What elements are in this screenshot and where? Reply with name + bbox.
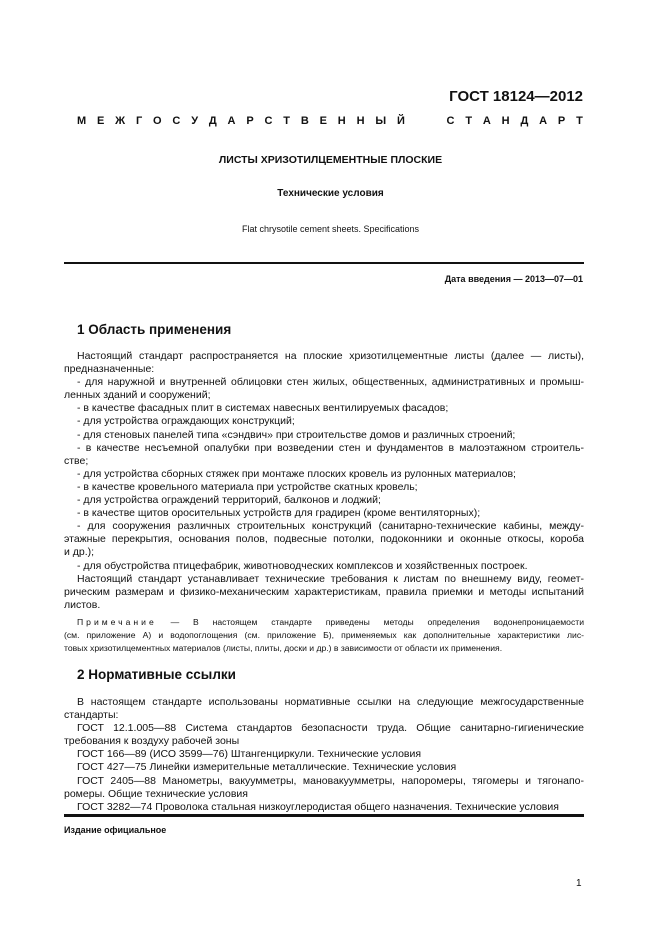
text-line: Настоящий стандарт устанавливает технические требования к листам по внешнему виду, геомет- [77,572,584,585]
heading-letter: Р [557,115,566,127]
footer-divider [64,814,584,817]
heading-letter: М [77,115,87,127]
heading-letter: Н [356,115,365,127]
heading-letter: Т [465,115,473,127]
section-2-body [64,696,584,814]
section-1-body [64,350,584,612]
heading-letter: Ы [375,115,387,127]
heading-letter: Т [576,115,583,127]
heading-letter: Й [396,115,405,127]
date-of-introduction: Дата введения — 2013—07—01 [444,274,583,284]
text-line: листов. [64,598,101,611]
note-label: Примечание [77,617,157,627]
text-line: стве; [64,454,89,467]
text-line: - в качестве фасадных плит в системах навесных вентилируемых фасадов; [77,402,449,415]
heading-letter [416,115,436,127]
heading-letter: В [300,115,309,127]
text-line: стандарты: [64,709,119,722]
heading-letter: У [191,115,199,127]
text-line: рическим размерам и физико-механическим характеристикам, правила приемки и методы испытаний [64,585,584,598]
text-line: и др.); [64,546,95,559]
section-1-note [64,616,584,655]
heading-letter: Д [208,115,217,127]
document-subtitle: Технические условия [277,188,384,199]
text-line: Настоящий стандарт распространяется на плоские хризотилцементные листы (далее — листы), [77,350,584,362]
section-1-heading: 1 Область применения [77,322,232,337]
text-line: - в качестве кровельного материала при устройстве скатных кровель; [77,480,418,493]
heading-letter: Р [246,115,254,127]
text-line: ГОСТ 2405—88 Манометры, вакуумметры, мановакуумметры, напоромеры, тягомеры и тягонапо- [77,774,584,787]
text-line: - для стеновых панелей типа «сэндвич» при строительстве домов и различных строений; [77,428,516,441]
text-line: - для сооружения различных строительных конструкций (санитарно-технические кабины, между- [77,520,584,533]
heading-letter: Н [501,115,510,127]
text-line: предназначенные: [64,363,155,376]
heading-letter: С [264,115,273,127]
heading-letter: С [446,115,455,127]
note-line: (см. приложение А) и водопоглощения (см. приложение Б), применяемых как дополнительные характеристики лис- [64,630,584,640]
heading-letter: Е [97,115,105,127]
heading-letter: Д [520,115,529,127]
heading-letter: Т [283,115,291,127]
heading-letter: Е [319,115,327,127]
heading-letter: А [482,115,491,127]
text-line: - для наружной и внутренней облицовки стен жилых, общественных, административных и промыш- [77,376,584,389]
text-line: - в качестве щитов оросительных устройств для градирен (кроме вентиляторных); [77,507,481,520]
text-line: - для обустройства птицефабрик, животноводческих комплексов и хозяйственных построек. [77,559,528,572]
heading-letter: А [227,115,236,127]
text-line: - для устройства ограждающих конструкций; [77,415,295,428]
text-line: - для устройства сборных стяжек при монтаже плоских кровель из рулонных материалов; [77,467,516,480]
note-line: товых хризотилцементных материалов (листы, плиты, доски и др.) в зависимости от области их применения. [64,643,503,653]
page-number: 1 [576,878,582,889]
text-line: ГОСТ 427—75 Линейки измерительные металлические. Технические условия [77,761,457,774]
text-line: этажные перекрытия, основания полов, подвесные потолки, подоконники и оконные откосы, короба [64,533,584,546]
heading-letter: С [172,115,181,127]
english-title: Flat chrysotile cement sheets. Specifications [241,224,420,234]
heading-letter: Г [135,115,143,127]
text-line: ГОСТ 166—89 (ИСО 3599—76) Штангенциркули. Технические условия [77,748,422,761]
official-edition-label: Издание официальное [64,825,167,835]
divider [64,262,584,264]
heading-letter: Ж [115,115,126,127]
text-line: ГОСТ 12.1.005—88 Система стандартов безопасности труда. Общие санитарно-гигиенические [77,722,584,735]
text-line: - для устройства ограждений территорий, балконов и лоджий; [77,494,381,507]
section-2-heading: 2 Нормативные ссылки [77,667,236,682]
text-line: требования к воздуху рабочей зоны [64,735,240,748]
text-line: ГОСТ 3282—74 Проволока стальная низкоуглеродистая общего назначения. Технические условия [77,800,559,813]
standard-number: ГОСТ 18124—2012 [449,88,583,105]
interstate-standard-heading [77,115,583,127]
heading-letter: Н [337,115,346,127]
text-line: ромеры. Общие технические условия [64,787,248,800]
heading-letter: А [539,115,548,127]
heading-letter: О [153,115,162,127]
text-line: ленных зданий и сооружений; [64,389,211,402]
text-line: - в качестве несъемной опалубки при возведении стен и фундаментов в малоэтажном строитель- [77,441,584,454]
text-line: В настоящем стандарте использованы нормативные ссылки на следующие межгосударственные [77,696,584,708]
document-title: ЛИСТЫ ХРИЗОТИЛЦЕМЕНТНЫЕ ПЛОСКИЕ [218,154,443,166]
note-line: — В настоящем стандарте приведены методы определения водонепроницаемости [170,617,584,627]
